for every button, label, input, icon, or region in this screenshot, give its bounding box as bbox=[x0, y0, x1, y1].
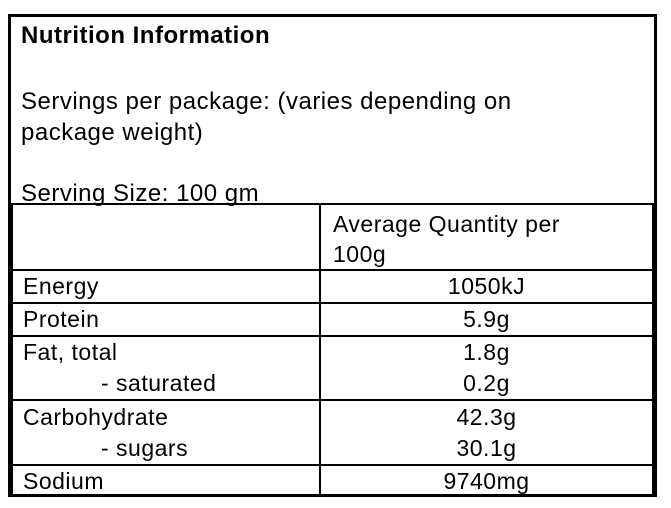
label-header-section bbox=[11, 17, 654, 207]
nutrient-name-cell bbox=[12, 270, 320, 303]
nutrient-value-cell bbox=[320, 270, 653, 303]
nutrient-value: 5.9g bbox=[463, 306, 510, 332]
nutrient-value-cell bbox=[320, 465, 653, 497]
nutrition-label bbox=[8, 14, 657, 497]
quantity-column-header-cell bbox=[320, 204, 653, 270]
nutrition-table bbox=[11, 203, 654, 497]
nutrient-name: Sodium bbox=[23, 468, 104, 494]
serving-size-text: Serving Size: 100 gm bbox=[21, 180, 260, 207]
nutrient-value-cell bbox=[320, 303, 653, 336]
table-row-sodium bbox=[12, 465, 653, 497]
nutrient-name: Carbohydrate bbox=[23, 403, 169, 430]
empty-header-cell bbox=[12, 204, 320, 270]
table-row-fat bbox=[12, 336, 653, 400]
nutrient-sub-value: 0.2g bbox=[463, 370, 510, 396]
nutrient-name: Energy bbox=[23, 273, 99, 299]
quantity-column-header: Average Quantity per 100g bbox=[333, 211, 560, 267]
nutrient-name: Protein bbox=[23, 306, 100, 332]
table-row-protein bbox=[12, 303, 653, 336]
nutrient-value: 1.8g bbox=[463, 339, 510, 365]
table-row-energy bbox=[12, 270, 653, 303]
nutrient-value: 42.3g bbox=[456, 403, 517, 430]
nutrient-value-cell bbox=[320, 400, 653, 465]
nutrient-name-cell bbox=[12, 303, 320, 336]
nutrient-sub-name: - sugars bbox=[101, 434, 189, 461]
nutrient-name-cell bbox=[12, 400, 320, 465]
label-title: Nutrition Information bbox=[21, 22, 271, 49]
table-header-row bbox=[12, 204, 653, 270]
nutrient-value: 1050kJ bbox=[447, 273, 526, 299]
nutrient-name-cell bbox=[12, 465, 320, 497]
nutrient-value-cell bbox=[320, 336, 653, 400]
nutrient-sub-value: 30.1g bbox=[456, 434, 517, 461]
nutrient-name-cell bbox=[12, 336, 320, 400]
nutrient-sub-name: - saturated bbox=[101, 370, 217, 396]
nutrient-value: 9740mg bbox=[443, 468, 530, 494]
servings-per-package-text: Servings per package: (varies depending on package weight) bbox=[21, 88, 512, 146]
table-row-carbohydrate bbox=[12, 400, 653, 465]
nutrient-name: Fat, total bbox=[23, 339, 118, 365]
